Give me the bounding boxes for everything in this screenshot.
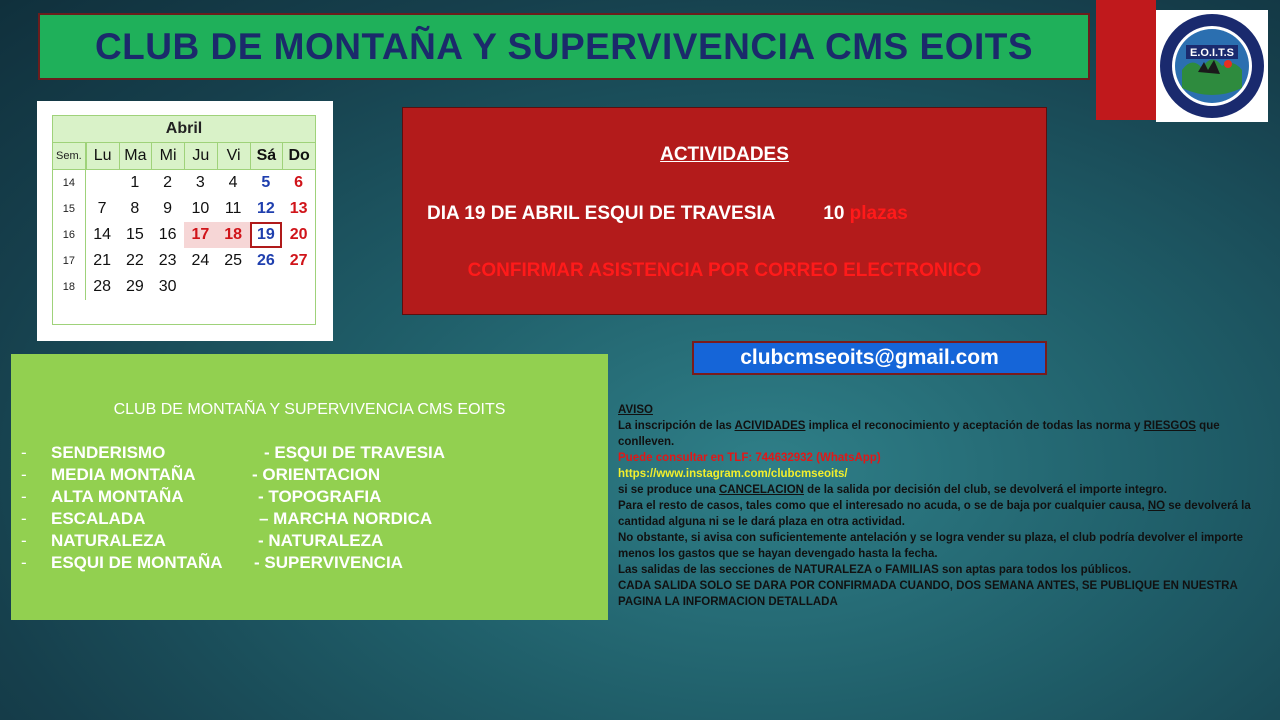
calendar [52,115,316,325]
week-number: 18 [53,274,86,300]
instagram-link[interactable]: https://www.instagram.com/clubcmseoits/ [618,468,848,480]
section-right: – MARCHA NORDICA [259,509,433,528]
section-left: SENDERISMO [51,443,166,462]
calendar-day: 21 [93,252,112,269]
week-number: 16 [53,222,86,248]
activities-panel [402,107,1047,315]
section-left: ESCALADA [51,509,146,528]
calendar-day: 4 [228,174,238,191]
calendar-day: 14 [93,226,112,243]
day-name: Lu [86,143,119,169]
calendar-month: Abril [53,116,315,143]
calendar-day: 30 [158,278,177,295]
calendar-week-row [53,222,315,248]
section-left: ALTA MONTAÑA [51,487,184,506]
activity-count: 10 [823,203,845,224]
aviso-paragraph: La inscripción de las ACIVIDADES implica el reconocimiento y aceptación de todas las norma y RIESGOS que conlleven. [618,420,1220,448]
calendar-day: 27 [289,252,308,269]
sections-panel: CLUB DE MONTAÑA Y SUPERVIVENCIA CMS EOITS - SENDERISMO - ESQUI DE TRAVESIA - MEDIA MONTAÑA - ORIENTACION - ALTA MONTAÑA - TOPOGRAFIA - ESCALADA – MARCHA NORDICA - NATURALEZA - NATURALEZA - ESQUI DE MONTAÑA - SUPERVIVENCIA [11,354,608,620]
day-name: Ma [119,143,152,169]
aviso-paragraph: No obstante, si avisa con suficientemente antelación y se logra vender su plaza, el club podría devolver el importe menos los gastos que se hayan devengado hasta la fecha. [618,532,1244,560]
day-name: Ju [184,143,217,169]
section-left: NATURALEZA [51,531,166,550]
day-name: Do [282,143,315,169]
day-name: Sá [250,143,283,169]
title-banner [38,13,1090,80]
calendar-day: 7 [97,200,107,217]
logo-text: E.O.I.T.S [1189,47,1235,59]
aviso-paragraph: Para el resto de casos, tales como que el interesado no acuda, o se de baja por cualquier causa, NO se devolverá la cantidad alguna ni se le dará plaza en otra actividad. [618,500,1251,528]
section-right: - NATURALEZA [258,531,384,550]
calendar-day: 15 [125,226,144,243]
phone-text: Puede consultar en TLF: 744632932 (WhatsApp) [618,452,881,464]
section-right: - ORIENTACION [252,465,381,484]
week-label: Sem. [53,143,86,169]
calendar-day: 1 [130,174,140,191]
calendar-day: 17 [184,222,217,248]
calendar-day: 29 [125,278,144,295]
calendar-day: 28 [93,278,112,295]
calendar-day: 23 [158,252,177,269]
calendar-day: 19 [250,222,283,248]
calendar-day: 11 [224,200,242,217]
calendar-week-row [53,196,315,222]
page-title: CLUB DE MONTAÑA Y SUPERVIVENCIA CMS EOITS [94,25,1034,67]
calendar-day: 26 [256,252,275,269]
calendar-body [53,170,315,300]
calendar-week-row [53,274,315,300]
day-name: Vi [217,143,250,169]
calendar-day: 8 [130,200,140,217]
day-name: Mi [151,143,184,169]
activity-line [427,203,908,225]
calendar-header-row [53,143,315,170]
calendar-day [282,274,315,300]
section-right: - SUPERVIVENCIA [254,553,403,572]
calendar-day [250,274,283,300]
section-right: - ESQUI DE TRAVESIA [264,443,446,462]
email-link[interactable]: clubcmseoits@gmail.com [692,341,1047,375]
calendar-day [86,170,119,196]
week-number: 17 [53,248,86,274]
calendar-day [217,274,250,300]
sections-title: CLUB DE MONTAÑA Y SUPERVIVENCIA CMS EOITS [113,401,506,418]
calendar-day: 20 [289,226,308,243]
calendar-week-row [53,248,315,274]
activities-heading: ACTIVIDADES [660,144,789,165]
calendar-day [184,274,217,300]
logo-container [1156,10,1268,122]
aviso-notice [618,402,1258,610]
week-number: 15 [53,196,86,222]
aviso-paragraph: si se produce una CANCELACION de la salida por decisión del club, se devolverá el importe integro. [618,484,1167,496]
calendar-week-row [53,170,315,196]
calendar-day: 6 [294,174,304,191]
section-right: - TOPOGRAFIA [258,487,382,506]
calendar-day: 2 [163,174,173,191]
eoits-emblem-logo [1158,12,1266,120]
aviso-heading: AVISO [618,404,653,416]
confirm-text: CONFIRMAR ASISTENCIA POR CORREO ELECTRONICO [467,260,982,281]
section-left: ESQUI DE MONTAÑA [51,553,223,572]
red-accent-tab [1096,0,1156,120]
section-left: MEDIA MONTAÑA [51,465,196,484]
calendar-day: 25 [224,252,243,269]
aviso-paragraph: Las salidas de las secciones de NATURALEZA o FAMILIAS son aptas para todos los públicos. [618,564,1132,576]
activity-count-label: plazas [849,203,908,224]
week-number: 14 [53,170,86,196]
calendar-day: 24 [191,252,210,269]
calendar-day: 12 [256,200,275,217]
calendar-day: 13 [289,200,308,217]
aviso-paragraph: CADA SALIDA SOLO SE DARA POR CONFIRMADA CUANDO, DOS SEMANA ANTES, SE PUBLIQUE EN NUESTRA PAGINA LA INFORMACION DETALLADA [618,580,1238,608]
calendar-day: 9 [163,200,173,217]
calendar-card [37,101,333,341]
calendar-day: 16 [158,226,177,243]
calendar-day: 5 [261,174,271,191]
calendar-day: 3 [195,174,205,191]
calendar-day: 22 [125,252,144,269]
calendar-day: 18 [217,222,250,248]
activity-text: DIA 19 DE ABRIL ESQUI DE TRAVESIA [427,203,775,224]
calendar-day: 10 [191,200,210,217]
